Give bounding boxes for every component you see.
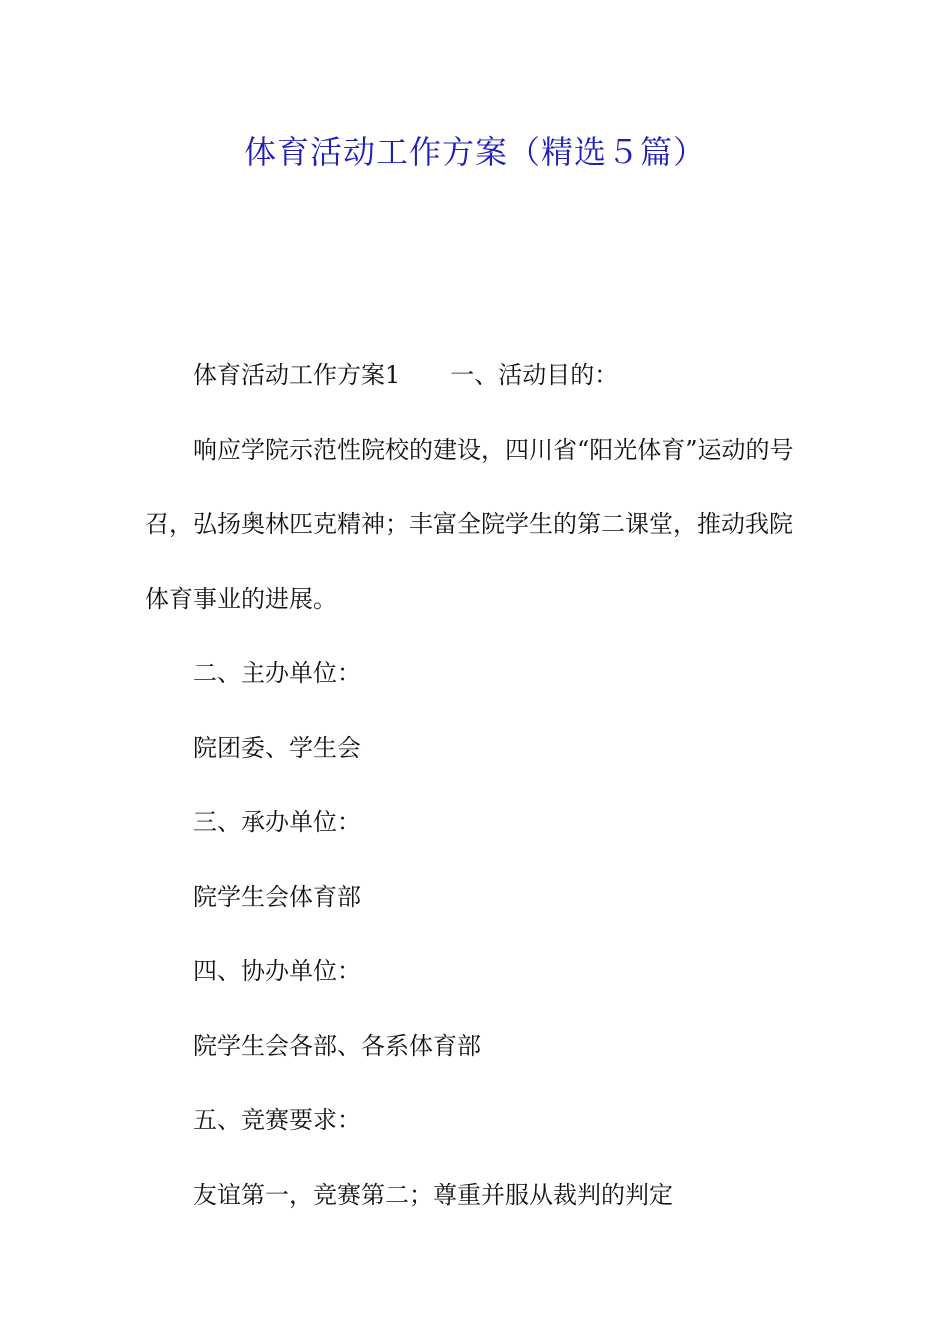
paragraph-requirements-heading: 五、竞赛要求：	[193, 1106, 361, 1134]
plan-heading-tail: 一、活动目的：	[450, 361, 619, 389]
plan-heading-lead: 体育活动工作方案1	[193, 361, 401, 389]
document-body	[145, 338, 815, 1232]
paragraph-plan-heading	[145, 338, 815, 413]
paragraph-host-heading: 三、承办单位：	[193, 808, 361, 836]
paragraph-co-organizer: 院学生会各部、各系体育部	[193, 1031, 481, 1060]
paragraph-organizer: 院团委、学生会	[193, 733, 361, 762]
paragraph-requirements: 友谊第一，竞赛第二；尊重并服从裁判的判定	[193, 1180, 673, 1209]
paragraph-purpose: 响应学院示范性院校的建设，四川省“阳光体育”运动的号召，弘扬奥林匹克精神；丰富全院学生的第二课堂，推动我院体育事业的进展。	[145, 435, 794, 613]
paragraph-organizer-heading: 二、主办单位：	[193, 659, 361, 687]
paragraph-host: 院学生会体育部	[193, 882, 361, 911]
document-title: 体育活动工作方案（精选５篇）	[243, 133, 706, 171]
paragraph-co-organizer-heading: 四、协办单位：	[193, 957, 361, 985]
